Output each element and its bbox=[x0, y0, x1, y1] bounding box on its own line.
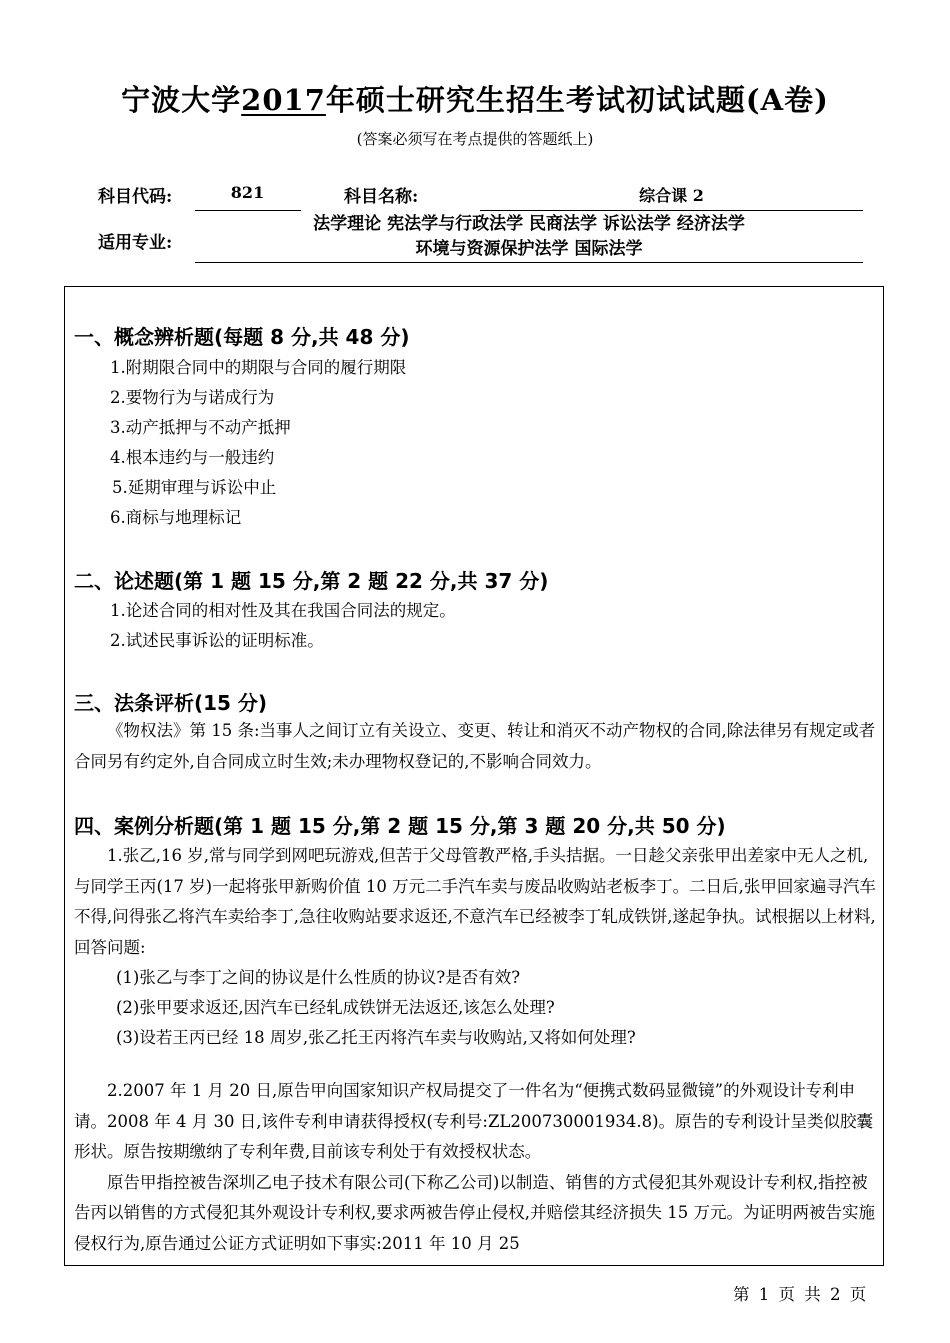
s1-item-6: 6.商标与地理标记 bbox=[110, 508, 242, 527]
s1-item-1: 1.附期限合同中的期限与合同的履行期限 bbox=[110, 358, 407, 377]
s2-item-2: 2.试述民事诉讼的证明标准。 bbox=[110, 631, 324, 650]
major-label: 适用专业: bbox=[98, 233, 173, 253]
case-1-question-1: (1)张乙与李丁之间的协议是什么性质的协议?是否有效? bbox=[116, 968, 521, 987]
section-2-title: 二、论述题(第 1 题 15 分,第 2 题 22 分,共 37 分) bbox=[74, 569, 549, 593]
s1-item-3: 3.动产抵押与不动产抵押 bbox=[110, 418, 291, 437]
subject-name-label: 科目名称: bbox=[344, 187, 419, 207]
s1-item-4: 4.根本违约与一般违约 bbox=[110, 448, 275, 467]
subject-code-value: 821 bbox=[230, 183, 265, 202]
answer-note: (答案必须写在考点提供的答题纸上) bbox=[356, 130, 594, 148]
major-line-1: 法学理论 宪法学与行政法学 民商法学 诉讼法学 经济法学 bbox=[313, 214, 745, 234]
s1-item-2: 2.要物行为与诺成行为 bbox=[110, 388, 275, 407]
s1-item-5: 5.延期审理与诉讼中止 bbox=[112, 478, 277, 497]
major-line-2: 环境与资源保护法学 国际法学 bbox=[415, 239, 643, 259]
section-4-title: 四、案例分析题(第 1 题 15 分,第 2 题 15 分,第 3 题 20 分,共 50 分) bbox=[74, 814, 726, 838]
case-1-question-2: (2)张甲要求返还,因汽车已经轧成铁饼无法返还,该怎么处理? bbox=[116, 998, 555, 1017]
section-1-title: 一、概念辨析题(每题 8 分,共 48 分) bbox=[74, 325, 410, 349]
s4-case-2 bbox=[74, 1076, 880, 1259]
title-year: 2017 bbox=[241, 83, 326, 117]
s2-item-1: 1.论述合同的相对性及其在我国合同法的规定。 bbox=[110, 601, 456, 620]
major-underline bbox=[195, 262, 863, 263]
subject-name-value: 综合课 2 bbox=[639, 186, 704, 205]
code-underline bbox=[195, 210, 301, 211]
title-suffix: 年硕士研究生招生考试初试试题(A卷) bbox=[325, 83, 829, 117]
case-2-paragraph-2: 原告甲指控被告深圳乙电子技术有限公司(下称乙公司)以制造、销售的方式侵犯其外观设计专利权,指控被告丙以销售的方式侵犯其外观设计专利权,要求两被告停止侵权,并赔偿其经济损失 15 万元。为证明两被告实施侵权行为,原告通过公证方式证明如下事实:2011 年 10 月 25 bbox=[74, 1172, 875, 1253]
case-2-paragraph-1: 2.2007 年 1 月 20 日,原告甲向国家知识产权局提交了一件名为“便携式数码显微镜”的外观设计专利申请。2008 年 4 月 30 日,该件专利申请获得授权(专利号:ZL200730001934.8)。原告的专利设计呈类似胶囊形状。原告按期缴纳了专利年费,目前该专利处于有效授权状态。 bbox=[74, 1081, 874, 1161]
title-prefix: 宁波大学 bbox=[121, 83, 242, 117]
s3-article-text bbox=[74, 716, 880, 777]
page-number: 第 1 页 共 2 页 bbox=[733, 1285, 867, 1304]
exam-title bbox=[0, 78, 950, 119]
case-1-text: 1.张乙,16 岁,常与同学到网吧玩游戏,但苦于父母管教严格,手头拮据。一日趁父亲张甲出差家中无人之机,与同学王丙(17 岁)一起将张甲新购价值 10 万元二手汽车卖与废品收购站老板李丁。二日后,张甲回家遍寻汽车不得,问得张乙将汽车卖给李丁,急往收购站要求返还,不意汽车已经被李丁轧成铁饼,遂起争执。试根据以上材料,回答问题: bbox=[74, 846, 876, 957]
section-3-title: 三、法条评析(15 分) bbox=[74, 691, 268, 715]
s3-paragraph: 《物权法》第 15 条:当事人之间订立有关设立、变更、转让和消灭不动产物权的合同,除法律另有规定或者合同另有约定外,自合同成立时生效;未办理物权登记的,不影响合同效力。 bbox=[74, 721, 876, 771]
name-underline bbox=[480, 210, 863, 211]
subject-code-label: 科目代码: bbox=[98, 187, 173, 207]
s4-case-1 bbox=[74, 841, 880, 963]
case-1-question-3: (3)设若王丙已经 18 周岁,张乙托王丙将汽车卖与收购站,又将如何处理? bbox=[116, 1028, 636, 1047]
